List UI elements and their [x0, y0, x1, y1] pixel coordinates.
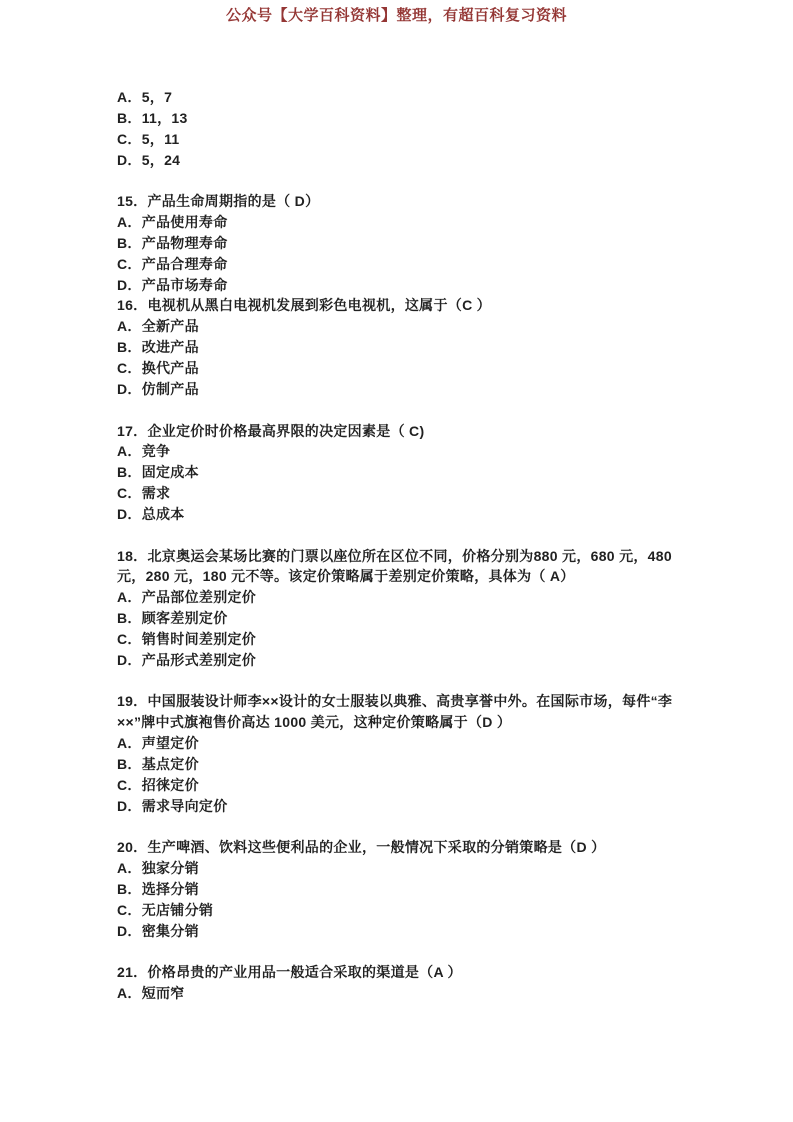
option-line: A．声望定价 [117, 735, 199, 752]
question-block-18 [117, 546, 676, 671]
question-stem: 17．企业定价时价格最高界限的决定因素是（ C) [117, 422, 425, 439]
document-header-title: 公众号【大学百科资料】整理，有超百科复习资料 [225, 8, 567, 24]
question-stem: 21．价格昂贵的产业用品一般适合采取的渠道是（A ） [117, 964, 462, 981]
option-line: D．仿制产品 [117, 380, 199, 397]
option-line: A．产品使用寿命 [117, 214, 228, 231]
option-line: B．顾客差别定价 [117, 610, 228, 627]
question-block-19 [117, 691, 676, 816]
option-line: B．基点定价 [117, 756, 199, 772]
option-line: C．产品合理寿命 [117, 255, 228, 272]
option-line: B．选择分销 [117, 881, 199, 898]
option-line: A．竞争 [117, 443, 171, 460]
option-line: A．短而窄 [117, 985, 185, 1002]
option-line: B．固定成本 [117, 464, 199, 481]
option-line: C．5，11 [117, 130, 180, 147]
option-line: A．5，7 [117, 89, 173, 105]
option-line: D．5，24 [117, 151, 181, 168]
option-line: D．密集分销 [117, 922, 199, 939]
question-block-20 [117, 837, 676, 941]
option-line: A．产品部位差别定价 [117, 589, 257, 606]
question-block-orphan-options [117, 87, 676, 170]
document-body [0, 87, 793, 1004]
option-line: C．换代产品 [117, 359, 199, 376]
option-line: D．产品市场寿命 [117, 276, 228, 293]
option-line: C．销售时间差别定价 [117, 630, 257, 647]
question-block-16 [117, 295, 676, 399]
option-line: C．招徕定价 [117, 776, 199, 793]
option-line: B．产品物理寿命 [117, 234, 228, 251]
option-line: D．产品形式差别定价 [117, 651, 257, 668]
question-block-15 [117, 191, 676, 295]
question-stem: 15．产品生命周期指的是（ D） [117, 193, 320, 210]
question-stem: 20．生产啤酒、饮料这些便利品的企业，一般情况下采取的分销策略是（D ） [117, 839, 606, 856]
option-line: C．无店铺分销 [117, 901, 214, 918]
question-stem: 18．北京奥运会某场比赛的门票以座位所在区位不同，价格分别为880 元，680 元，480 元，280 元，180 元不等。该定价策略属于差别定价策略，具体为（ A） [117, 547, 672, 585]
question-stem: 19．中国服装设计师李××设计的女士服装以典雅、高贵享誉中外。在国际市场，每件“李××”牌中式旗袍售价高达 1000 美元，这种定价策略属于（D ） [117, 693, 673, 731]
option-line: C．需求 [117, 485, 171, 502]
option-line: B．11，13 [117, 109, 188, 126]
option-line: A．全新产品 [117, 318, 199, 335]
option-line: D．需求导向定价 [117, 797, 228, 814]
option-line: A．独家分销 [117, 860, 199, 877]
question-block-21 [117, 962, 676, 1004]
option-line: D．总成本 [117, 505, 185, 522]
option-line: B．改进产品 [117, 339, 199, 356]
question-stem: 16．电视机从黑白电视机发展到彩色电视机，这属于（C ） [117, 297, 491, 314]
question-block-17 [117, 421, 676, 525]
